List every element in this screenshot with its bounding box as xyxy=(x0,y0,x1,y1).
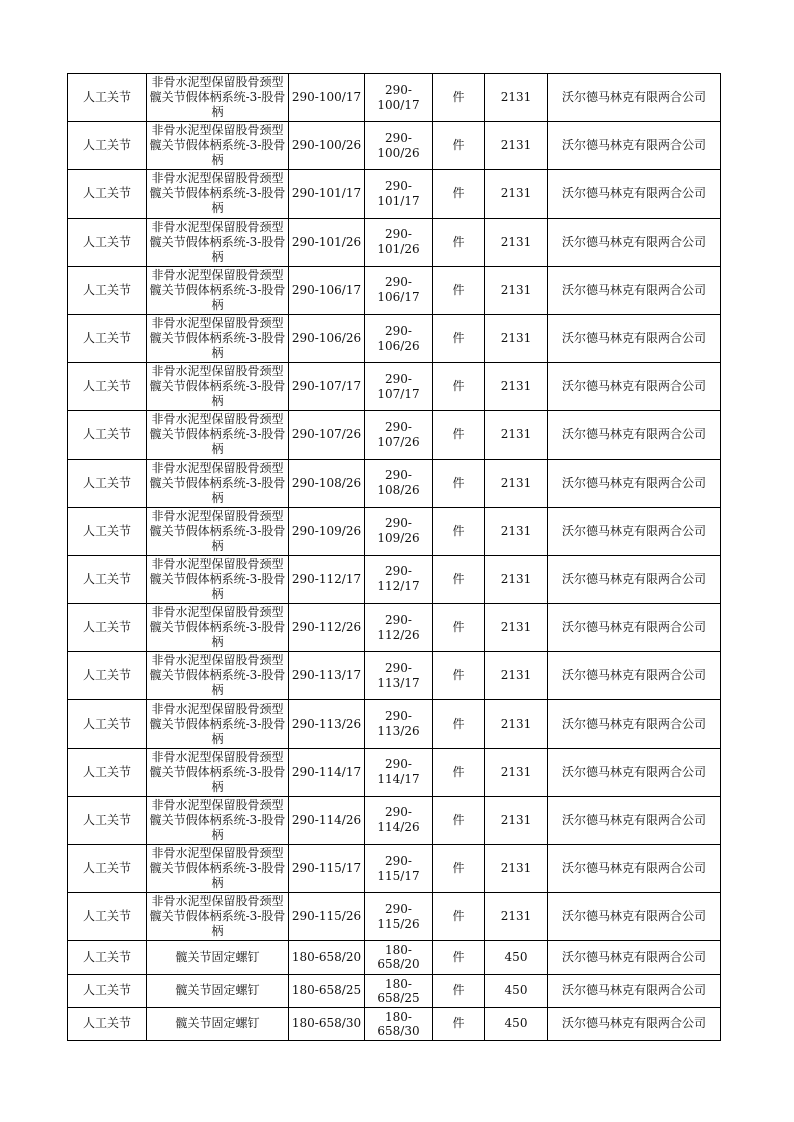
company-cell: 沃尔德马林克有限两合公司 xyxy=(548,459,721,507)
model-cell: 290-107/17 xyxy=(289,363,365,411)
product-name-cell: 非骨水泥型保留股骨颈型髋关节假体柄系统-3-股骨柄 xyxy=(147,314,289,362)
spec-cell: 290-112/26 xyxy=(365,604,433,652)
table-row xyxy=(68,555,721,603)
table-row xyxy=(68,941,721,974)
unit-cell: 件 xyxy=(433,459,485,507)
code-cell: 450 xyxy=(485,974,548,1007)
model-cell: 290-100/26 xyxy=(289,122,365,170)
model-cell: 290-113/17 xyxy=(289,652,365,700)
spec-cell: 290-115/17 xyxy=(365,845,433,893)
company-cell: 沃尔德马林克有限两合公司 xyxy=(548,974,721,1007)
product-name-cell: 髋关节固定螺钉 xyxy=(147,1007,289,1040)
company-cell: 沃尔德马林克有限两合公司 xyxy=(548,796,721,844)
product-name-cell: 非骨水泥型保留股骨颈型髋关节假体柄系统-3-股骨柄 xyxy=(147,507,289,555)
model-cell: 290-108/26 xyxy=(289,459,365,507)
unit-cell: 件 xyxy=(433,74,485,122)
unit-cell: 件 xyxy=(433,555,485,603)
table-row xyxy=(68,796,721,844)
code-cell: 2131 xyxy=(485,748,548,796)
category-cell: 人工关节 xyxy=(68,507,147,555)
table-row xyxy=(68,74,721,122)
model-cell: 290-106/17 xyxy=(289,266,365,314)
product-name-cell: 非骨水泥型保留股骨颈型髋关节假体柄系统-3-股骨柄 xyxy=(147,122,289,170)
code-cell: 2131 xyxy=(485,796,548,844)
code-cell: 2131 xyxy=(485,122,548,170)
code-cell: 2131 xyxy=(485,652,548,700)
company-cell: 沃尔德马林克有限两合公司 xyxy=(548,893,721,941)
product-name-cell: 髋关节固定螺钉 xyxy=(147,974,289,1007)
code-cell: 2131 xyxy=(485,266,548,314)
spec-cell: 290-109/26 xyxy=(365,507,433,555)
product-name-cell: 非骨水泥型保留股骨颈型髋关节假体柄系统-3-股骨柄 xyxy=(147,74,289,122)
category-cell: 人工关节 xyxy=(68,266,147,314)
spec-cell: 180-658/30 xyxy=(365,1007,433,1040)
model-cell: 180-658/30 xyxy=(289,1007,365,1040)
table-row xyxy=(68,218,721,266)
unit-cell: 件 xyxy=(433,796,485,844)
unit-cell: 件 xyxy=(433,507,485,555)
code-cell: 2131 xyxy=(485,459,548,507)
unit-cell: 件 xyxy=(433,845,485,893)
spec-cell: 290-101/17 xyxy=(365,170,433,218)
company-cell: 沃尔德马林克有限两合公司 xyxy=(548,122,721,170)
model-cell: 290-109/26 xyxy=(289,507,365,555)
unit-cell: 件 xyxy=(433,218,485,266)
spec-cell: 290-113/17 xyxy=(365,652,433,700)
spec-cell: 290-114/17 xyxy=(365,748,433,796)
spec-cell: 290-106/26 xyxy=(365,314,433,362)
company-cell: 沃尔德马林克有限两合公司 xyxy=(548,507,721,555)
code-cell: 2131 xyxy=(485,170,548,218)
product-name-cell: 非骨水泥型保留股骨颈型髋关节假体柄系统-3-股骨柄 xyxy=(147,170,289,218)
product-name-cell: 非骨水泥型保留股骨颈型髋关节假体柄系统-3-股骨柄 xyxy=(147,893,289,941)
category-cell: 人工关节 xyxy=(68,604,147,652)
table-row xyxy=(68,974,721,1007)
company-cell: 沃尔德马林克有限两合公司 xyxy=(548,74,721,122)
company-cell: 沃尔德马林克有限两合公司 xyxy=(548,170,721,218)
spec-cell: 290-108/26 xyxy=(365,459,433,507)
spec-cell: 180-658/20 xyxy=(365,941,433,974)
spec-cell: 290-101/26 xyxy=(365,218,433,266)
category-cell: 人工关节 xyxy=(68,218,147,266)
code-cell: 2131 xyxy=(485,845,548,893)
model-cell: 290-114/17 xyxy=(289,748,365,796)
category-cell: 人工关节 xyxy=(68,170,147,218)
company-cell: 沃尔德马林克有限两合公司 xyxy=(548,748,721,796)
category-cell: 人工关节 xyxy=(68,652,147,700)
model-cell: 180-658/25 xyxy=(289,974,365,1007)
product-name-cell: 非骨水泥型保留股骨颈型髋关节假体柄系统-3-股骨柄 xyxy=(147,748,289,796)
table-row xyxy=(68,652,721,700)
category-cell: 人工关节 xyxy=(68,748,147,796)
code-cell: 2131 xyxy=(485,363,548,411)
unit-cell: 件 xyxy=(433,652,485,700)
unit-cell: 件 xyxy=(433,974,485,1007)
table-row xyxy=(68,314,721,362)
table-row xyxy=(68,507,721,555)
table-row xyxy=(68,170,721,218)
code-cell: 450 xyxy=(485,941,548,974)
code-cell: 450 xyxy=(485,1007,548,1040)
model-cell: 290-115/26 xyxy=(289,893,365,941)
table-row xyxy=(68,700,721,748)
table-row xyxy=(68,459,721,507)
model-cell: 290-101/26 xyxy=(289,218,365,266)
unit-cell: 件 xyxy=(433,170,485,218)
company-cell: 沃尔德马林克有限两合公司 xyxy=(548,411,721,459)
table-row xyxy=(68,604,721,652)
code-cell: 2131 xyxy=(485,893,548,941)
model-cell: 180-658/20 xyxy=(289,941,365,974)
category-cell: 人工关节 xyxy=(68,314,147,362)
spec-cell: 290-107/26 xyxy=(365,411,433,459)
company-cell: 沃尔德马林克有限两合公司 xyxy=(548,314,721,362)
unit-cell: 件 xyxy=(433,604,485,652)
unit-cell: 件 xyxy=(433,700,485,748)
product-name-cell: 非骨水泥型保留股骨颈型髋关节假体柄系统-3-股骨柄 xyxy=(147,218,289,266)
model-cell: 290-101/17 xyxy=(289,170,365,218)
code-cell: 2131 xyxy=(485,604,548,652)
category-cell: 人工关节 xyxy=(68,459,147,507)
table-row xyxy=(68,845,721,893)
product-name-cell: 非骨水泥型保留股骨颈型髋关节假体柄系统-3-股骨柄 xyxy=(147,411,289,459)
unit-cell: 件 xyxy=(433,266,485,314)
category-cell: 人工关节 xyxy=(68,941,147,974)
code-cell: 2131 xyxy=(485,74,548,122)
category-cell: 人工关节 xyxy=(68,974,147,1007)
category-cell: 人工关节 xyxy=(68,74,147,122)
company-cell: 沃尔德马林克有限两合公司 xyxy=(548,700,721,748)
model-cell: 290-112/26 xyxy=(289,604,365,652)
category-cell: 人工关节 xyxy=(68,122,147,170)
model-cell: 290-100/17 xyxy=(289,74,365,122)
spec-cell: 290-114/26 xyxy=(365,796,433,844)
category-cell: 人工关节 xyxy=(68,555,147,603)
table-row xyxy=(68,363,721,411)
category-cell: 人工关节 xyxy=(68,893,147,941)
table-row xyxy=(68,411,721,459)
category-cell: 人工关节 xyxy=(68,845,147,893)
company-cell: 沃尔德马林克有限两合公司 xyxy=(548,218,721,266)
unit-cell: 件 xyxy=(433,314,485,362)
code-cell: 2131 xyxy=(485,411,548,459)
company-cell: 沃尔德马林克有限两合公司 xyxy=(548,266,721,314)
category-cell: 人工关节 xyxy=(68,1007,147,1040)
category-cell: 人工关节 xyxy=(68,700,147,748)
category-cell: 人工关节 xyxy=(68,363,147,411)
model-cell: 290-112/17 xyxy=(289,555,365,603)
company-cell: 沃尔德马林克有限两合公司 xyxy=(548,1007,721,1040)
product-name-cell: 非骨水泥型保留股骨颈型髋关节假体柄系统-3-股骨柄 xyxy=(147,555,289,603)
code-cell: 2131 xyxy=(485,314,548,362)
spec-cell: 290-100/26 xyxy=(365,122,433,170)
model-cell: 290-106/26 xyxy=(289,314,365,362)
category-cell: 人工关节 xyxy=(68,796,147,844)
model-cell: 290-115/17 xyxy=(289,845,365,893)
company-cell: 沃尔德马林克有限两合公司 xyxy=(548,652,721,700)
company-cell: 沃尔德马林克有限两合公司 xyxy=(548,941,721,974)
company-cell: 沃尔德马林克有限两合公司 xyxy=(548,604,721,652)
unit-cell: 件 xyxy=(433,1007,485,1040)
spec-cell: 290-115/26 xyxy=(365,893,433,941)
table-row xyxy=(68,266,721,314)
unit-cell: 件 xyxy=(433,748,485,796)
product-name-cell: 非骨水泥型保留股骨颈型髋关节假体柄系统-3-股骨柄 xyxy=(147,459,289,507)
code-cell: 2131 xyxy=(485,700,548,748)
product-name-cell: 非骨水泥型保留股骨颈型髋关节假体柄系统-3-股骨柄 xyxy=(147,652,289,700)
product-table xyxy=(67,73,721,1041)
spec-cell: 290-107/17 xyxy=(365,363,433,411)
unit-cell: 件 xyxy=(433,363,485,411)
unit-cell: 件 xyxy=(433,941,485,974)
code-cell: 2131 xyxy=(485,218,548,266)
company-cell: 沃尔德马林克有限两合公司 xyxy=(548,363,721,411)
product-name-cell: 非骨水泥型保留股骨颈型髋关节假体柄系统-3-股骨柄 xyxy=(147,363,289,411)
unit-cell: 件 xyxy=(433,122,485,170)
company-cell: 沃尔德马林克有限两合公司 xyxy=(548,845,721,893)
spec-cell: 180-658/25 xyxy=(365,974,433,1007)
spec-cell: 290-100/17 xyxy=(365,74,433,122)
table-row xyxy=(68,893,721,941)
spec-cell: 290-106/17 xyxy=(365,266,433,314)
product-name-cell: 非骨水泥型保留股骨颈型髋关节假体柄系统-3-股骨柄 xyxy=(147,266,289,314)
category-cell: 人工关节 xyxy=(68,411,147,459)
company-cell: 沃尔德马林克有限两合公司 xyxy=(548,555,721,603)
model-cell: 290-113/26 xyxy=(289,700,365,748)
table-row xyxy=(68,122,721,170)
product-name-cell: 髋关节固定螺钉 xyxy=(147,941,289,974)
table-row xyxy=(68,1007,721,1040)
product-name-cell: 非骨水泥型保留股骨颈型髋关节假体柄系统-3-股骨柄 xyxy=(147,604,289,652)
spec-cell: 290-112/17 xyxy=(365,555,433,603)
code-cell: 2131 xyxy=(485,555,548,603)
unit-cell: 件 xyxy=(433,893,485,941)
spec-cell: 290-113/26 xyxy=(365,700,433,748)
product-name-cell: 非骨水泥型保留股骨颈型髋关节假体柄系统-3-股骨柄 xyxy=(147,845,289,893)
product-name-cell: 非骨水泥型保留股骨颈型髋关节假体柄系统-3-股骨柄 xyxy=(147,796,289,844)
unit-cell: 件 xyxy=(433,411,485,459)
product-name-cell: 非骨水泥型保留股骨颈型髋关节假体柄系统-3-股骨柄 xyxy=(147,700,289,748)
model-cell: 290-107/26 xyxy=(289,411,365,459)
model-cell: 290-114/26 xyxy=(289,796,365,844)
table-row xyxy=(68,748,721,796)
code-cell: 2131 xyxy=(485,507,548,555)
